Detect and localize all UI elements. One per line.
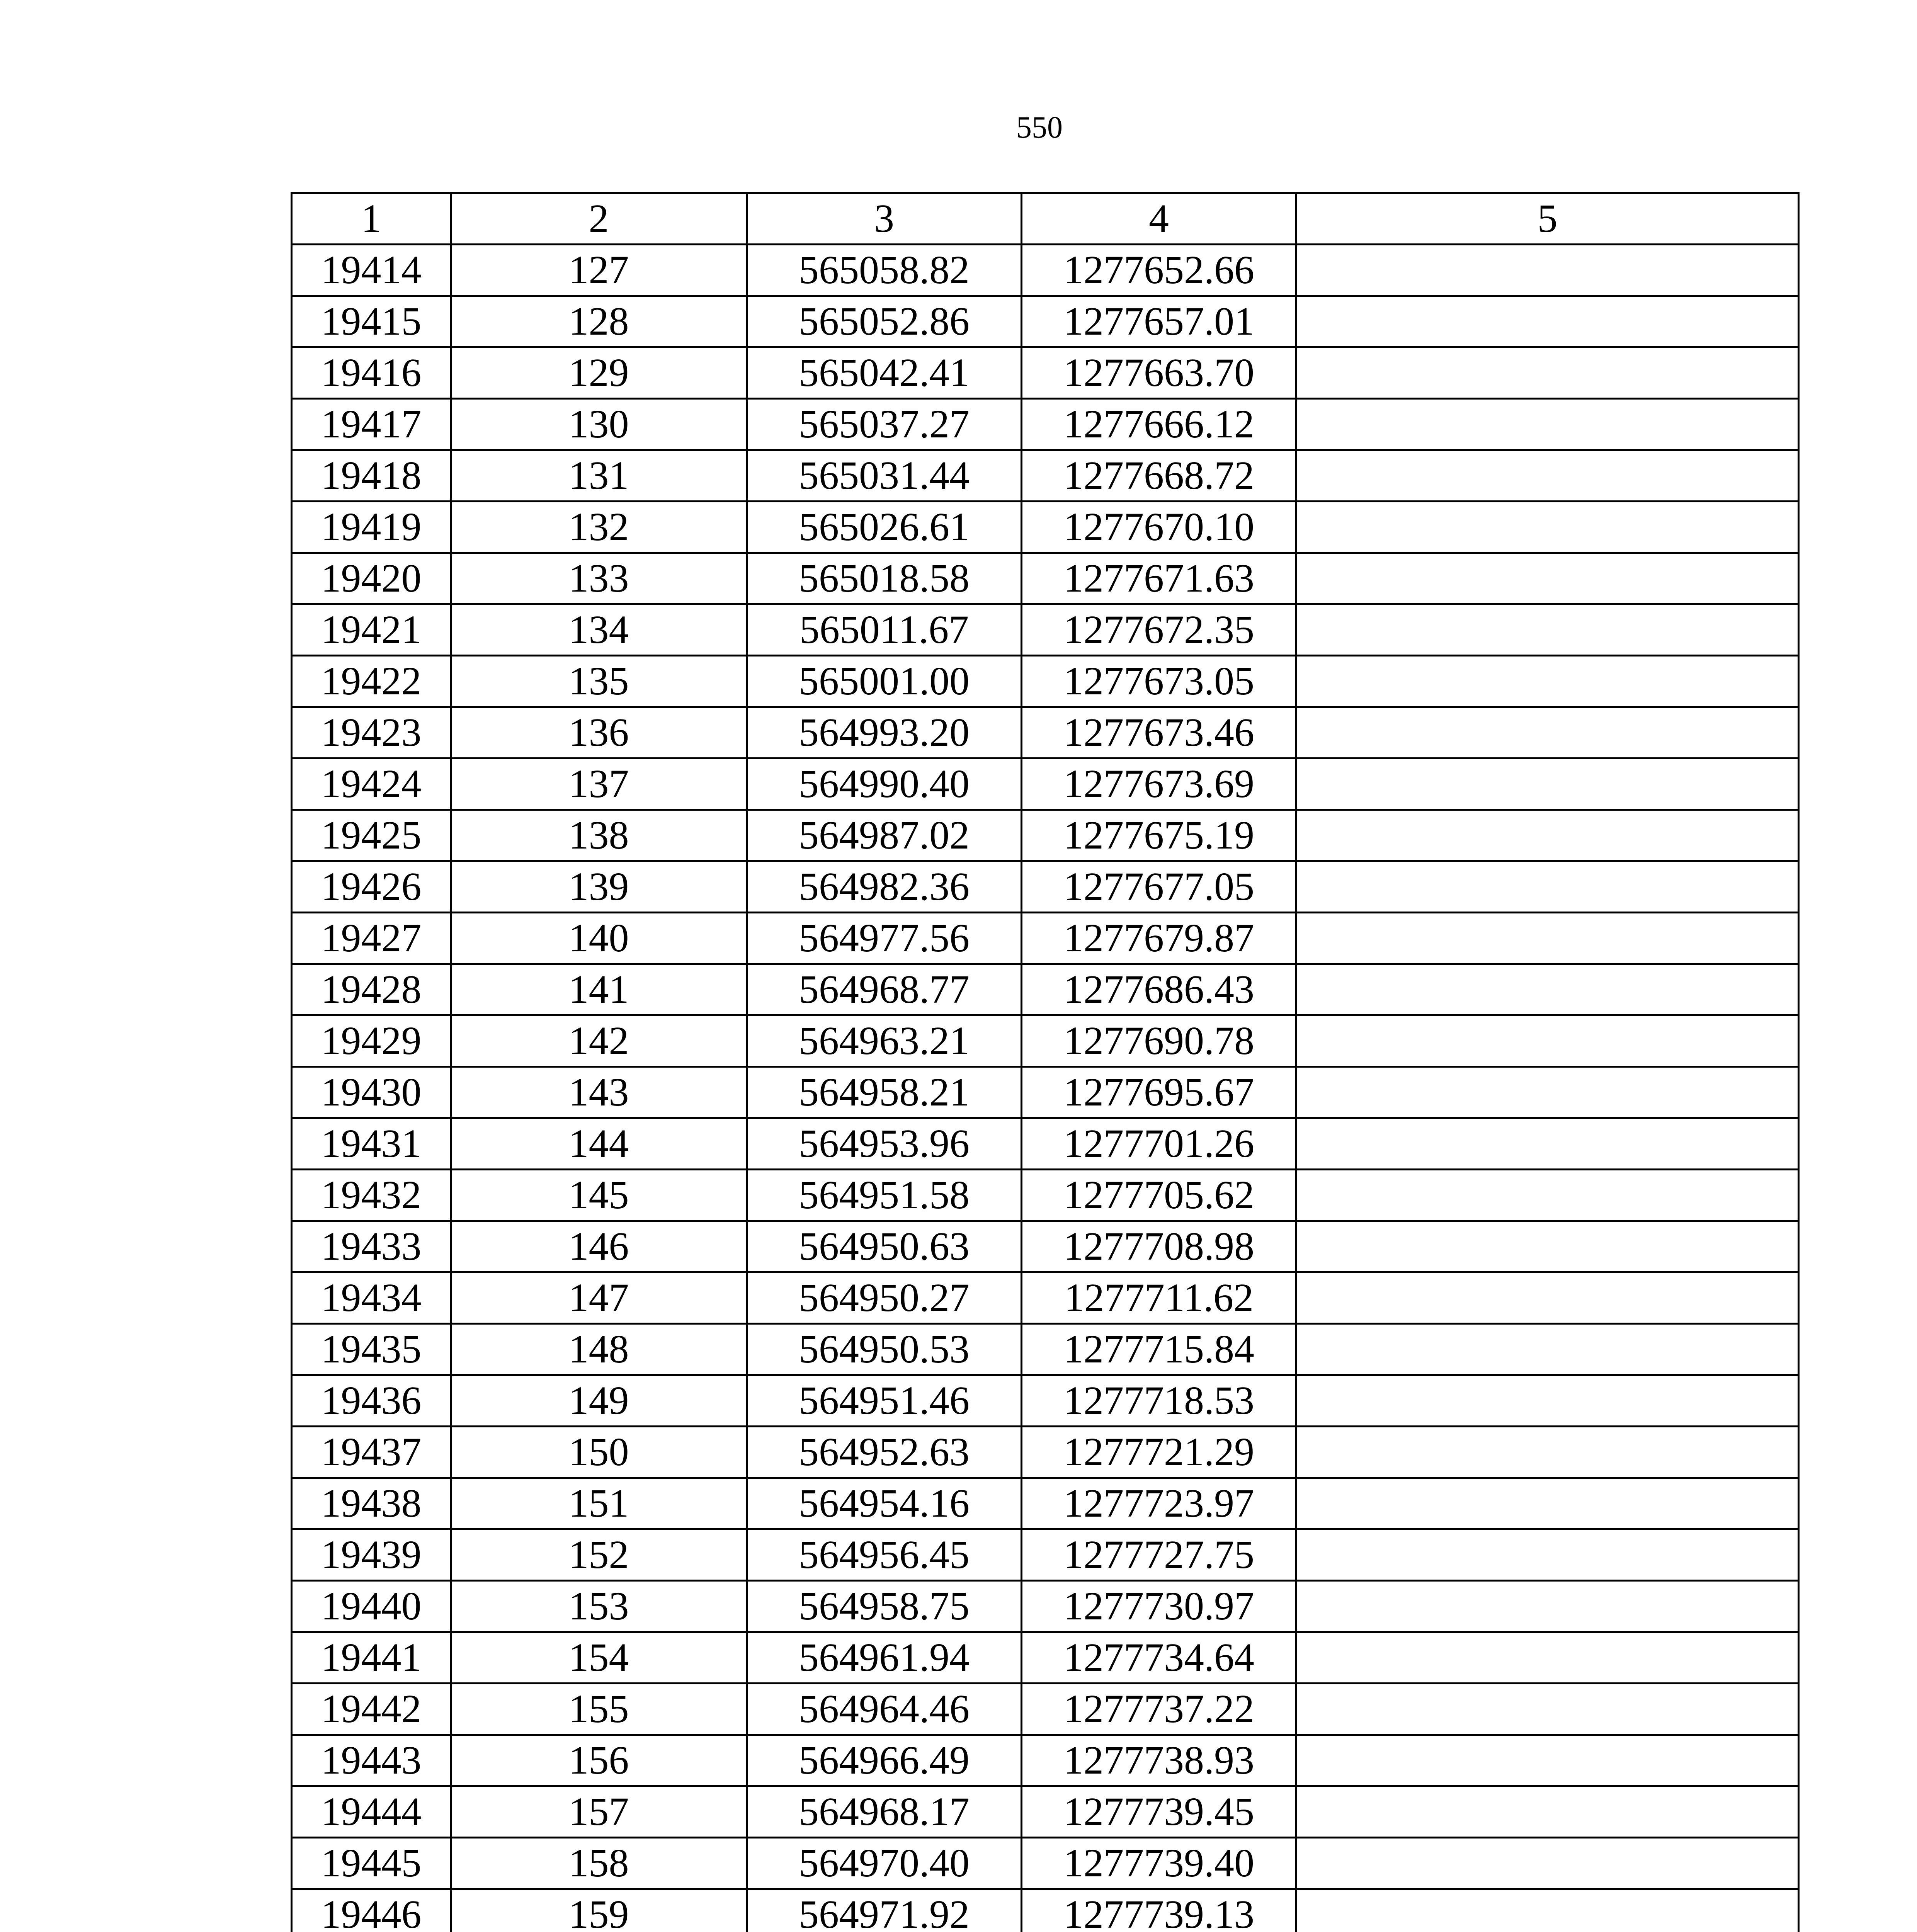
table-row — [292, 1272, 1799, 1324]
table-cell-col-1: 19445 — [292, 1838, 451, 1889]
table-cell-col-5 — [1296, 399, 1799, 450]
table-row — [292, 1889, 1799, 1932]
header-cell-2: 2 — [451, 193, 747, 245]
table-cell-col-4: 1277677.05 — [1022, 861, 1296, 913]
table-cell-col-2: 136 — [451, 707, 747, 759]
table-cell-col-3: 564966.49 — [747, 1735, 1022, 1786]
table-cell-col-5 — [1296, 913, 1799, 964]
table-cell-col-3: 564964.46 — [747, 1684, 1022, 1735]
table-cell-col-3: 564950.63 — [747, 1221, 1022, 1272]
table-cell-col-5 — [1296, 1375, 1799, 1427]
table-cell-col-3: 564987.02 — [747, 810, 1022, 861]
table-cell-col-4: 1277739.40 — [1022, 1838, 1296, 1889]
table-cell-col-3: 564958.21 — [747, 1067, 1022, 1118]
table-cell-col-5 — [1296, 245, 1799, 296]
table-row — [292, 707, 1799, 759]
table-cell-col-1: 19422 — [292, 656, 451, 707]
table-cell-col-2: 158 — [451, 1838, 747, 1889]
table-cell-col-3: 565042.41 — [747, 347, 1022, 399]
table-cell-col-3: 564954.16 — [747, 1478, 1022, 1529]
table-row — [292, 810, 1799, 861]
table-cell-col-5 — [1296, 1889, 1799, 1932]
table-row — [292, 1170, 1799, 1221]
table-cell-col-5 — [1296, 1478, 1799, 1529]
table-row — [292, 1324, 1799, 1375]
table-cell-col-1: 19425 — [292, 810, 451, 861]
table-cell-col-2: 127 — [451, 245, 747, 296]
table-cell-col-4: 1277730.97 — [1022, 1581, 1296, 1632]
table-row — [292, 1478, 1799, 1529]
table-cell-col-1: 19440 — [292, 1581, 451, 1632]
table-cell-col-1: 19427 — [292, 913, 451, 964]
table-cell-col-4: 1277657.01 — [1022, 296, 1296, 347]
table-cell-col-2: 132 — [451, 502, 747, 553]
table-cell-col-3: 564958.75 — [747, 1581, 1022, 1632]
table-cell-col-4: 1277686.43 — [1022, 964, 1296, 1015]
table-cell-col-3: 564963.21 — [747, 1015, 1022, 1067]
table-cell-col-4: 1277739.45 — [1022, 1786, 1296, 1838]
table-row — [292, 296, 1799, 347]
table-cell-col-5 — [1296, 502, 1799, 553]
header-row — [292, 193, 1799, 245]
table-cell-col-1: 19429 — [292, 1015, 451, 1067]
table-cell-col-4: 1277672.35 — [1022, 604, 1296, 656]
table-cell-col-2: 150 — [451, 1427, 747, 1478]
table-cell-col-5 — [1296, 450, 1799, 502]
table-cell-col-5 — [1296, 347, 1799, 399]
table-header — [292, 193, 1799, 245]
table-cell-col-5 — [1296, 964, 1799, 1015]
table-cell-col-1: 19432 — [292, 1170, 451, 1221]
table-cell-col-3: 564993.20 — [747, 707, 1022, 759]
table-cell-col-4: 1277666.12 — [1022, 399, 1296, 450]
header-cell-3: 3 — [747, 193, 1022, 245]
table-row — [292, 1838, 1799, 1889]
table-cell-col-3: 564956.45 — [747, 1529, 1022, 1581]
table-cell-col-5 — [1296, 1015, 1799, 1067]
table-cell-col-4: 1277711.62 — [1022, 1272, 1296, 1324]
table-cell-col-1: 19437 — [292, 1427, 451, 1478]
table-row — [292, 759, 1799, 810]
table-cell-col-4: 1277708.98 — [1022, 1221, 1296, 1272]
table-cell-col-1: 19431 — [292, 1118, 451, 1170]
table-row — [292, 1632, 1799, 1684]
table-cell-col-2: 141 — [451, 964, 747, 1015]
table-cell-col-3: 565058.82 — [747, 245, 1022, 296]
table-cell-col-3: 564970.40 — [747, 1838, 1022, 1889]
table-cell-col-5 — [1296, 1221, 1799, 1272]
table-row — [292, 553, 1799, 604]
table-cell-col-3: 565031.44 — [747, 450, 1022, 502]
table-cell-col-2: 148 — [451, 1324, 747, 1375]
table-cell-col-1: 19442 — [292, 1684, 451, 1735]
table-cell-col-5 — [1296, 296, 1799, 347]
table-cell-col-3: 565052.86 — [747, 296, 1022, 347]
table-cell-col-3: 565001.00 — [747, 656, 1022, 707]
table-cell-col-1: 19433 — [292, 1221, 451, 1272]
table-cell-col-3: 564950.27 — [747, 1272, 1022, 1324]
table-cell-col-4: 1277670.10 — [1022, 502, 1296, 553]
table-cell-col-5 — [1296, 707, 1799, 759]
table-cell-col-5 — [1296, 1684, 1799, 1735]
table-cell-col-1: 19434 — [292, 1272, 451, 1324]
table-row — [292, 604, 1799, 656]
table-cell-col-4: 1277727.75 — [1022, 1529, 1296, 1581]
table-cell-col-2: 139 — [451, 861, 747, 913]
page-number: 550 — [1016, 111, 1063, 145]
table-cell-col-2: 144 — [451, 1118, 747, 1170]
table-cell-col-4: 1277721.29 — [1022, 1427, 1296, 1478]
table-cell-col-3: 565026.61 — [747, 502, 1022, 553]
table-cell-col-5 — [1296, 1786, 1799, 1838]
table-cell-col-3: 564951.46 — [747, 1375, 1022, 1427]
table-cell-col-2: 152 — [451, 1529, 747, 1581]
table-cell-col-1: 19419 — [292, 502, 451, 553]
table-cell-col-2: 149 — [451, 1375, 747, 1427]
table-cell-col-2: 153 — [451, 1581, 747, 1632]
table-cell-col-4: 1277690.78 — [1022, 1015, 1296, 1067]
table-cell-col-5 — [1296, 1735, 1799, 1786]
table-cell-col-5 — [1296, 861, 1799, 913]
table-cell-col-3: 564971.92 — [747, 1889, 1022, 1932]
table-row — [292, 450, 1799, 502]
table-cell-col-2: 131 — [451, 450, 747, 502]
table-cell-col-4: 1277673.05 — [1022, 656, 1296, 707]
table-cell-col-5 — [1296, 553, 1799, 604]
table-cell-col-1: 19426 — [292, 861, 451, 913]
table-cell-col-1: 19441 — [292, 1632, 451, 1684]
table-cell-col-5 — [1296, 1067, 1799, 1118]
table-row — [292, 1786, 1799, 1838]
table-cell-col-3: 564953.96 — [747, 1118, 1022, 1170]
table-row — [292, 861, 1799, 913]
table-cell-col-4: 1277668.72 — [1022, 450, 1296, 502]
table-cell-col-1: 19435 — [292, 1324, 451, 1375]
table-cell-col-4: 1277718.53 — [1022, 1375, 1296, 1427]
table-cell-col-5 — [1296, 1118, 1799, 1170]
table-cell-col-5 — [1296, 1632, 1799, 1684]
table-row — [292, 913, 1799, 964]
table-cell-col-4: 1277734.64 — [1022, 1632, 1296, 1684]
table-cell-col-1: 19439 — [292, 1529, 451, 1581]
table-cell-col-3: 564950.53 — [747, 1324, 1022, 1375]
table-cell-col-5 — [1296, 656, 1799, 707]
table-cell-col-1: 19430 — [292, 1067, 451, 1118]
table-cell-col-2: 138 — [451, 810, 747, 861]
table-cell-col-1: 19438 — [292, 1478, 451, 1529]
table-row — [292, 1684, 1799, 1735]
header-cell-1: 1 — [292, 193, 451, 245]
table-cell-col-5 — [1296, 604, 1799, 656]
table-cell-col-5 — [1296, 759, 1799, 810]
table-cell-col-1: 19418 — [292, 450, 451, 502]
table-cell-col-1: 19424 — [292, 759, 451, 810]
table-cell-col-2: 147 — [451, 1272, 747, 1324]
table-cell-col-4: 1277723.97 — [1022, 1478, 1296, 1529]
table-row — [292, 1735, 1799, 1786]
table-row — [292, 347, 1799, 399]
table-cell-col-5 — [1296, 1427, 1799, 1478]
table-cell-col-4: 1277673.69 — [1022, 759, 1296, 810]
table-cell-col-3: 564977.56 — [747, 913, 1022, 964]
table-cell-col-4: 1277695.67 — [1022, 1067, 1296, 1118]
table-cell-col-1: 19416 — [292, 347, 451, 399]
table-cell-col-3: 565011.67 — [747, 604, 1022, 656]
table-cell-col-2: 133 — [451, 553, 747, 604]
table-cell-col-2: 155 — [451, 1684, 747, 1735]
table-cell-col-4: 1277715.84 — [1022, 1324, 1296, 1375]
table-cell-col-1: 19423 — [292, 707, 451, 759]
table-row — [292, 1529, 1799, 1581]
table-cell-col-2: 129 — [451, 347, 747, 399]
table-cell-col-5 — [1296, 1581, 1799, 1632]
table-cell-col-1: 19421 — [292, 604, 451, 656]
table-row — [292, 1221, 1799, 1272]
table-cell-col-1: 19414 — [292, 245, 451, 296]
table-cell-col-2: 137 — [451, 759, 747, 810]
table-row — [292, 1067, 1799, 1118]
table-row — [292, 245, 1799, 296]
table-row — [292, 1427, 1799, 1478]
coordinates-table — [291, 192, 1800, 1932]
table-cell-col-3: 564968.77 — [747, 964, 1022, 1015]
table-cell-col-2: 143 — [451, 1067, 747, 1118]
table-cell-col-4: 1277671.63 — [1022, 553, 1296, 604]
table-cell-col-2: 159 — [451, 1889, 747, 1932]
table-cell-col-3: 564951.58 — [747, 1170, 1022, 1221]
table-cell-col-2: 145 — [451, 1170, 747, 1221]
table-cell-col-4: 1277701.26 — [1022, 1118, 1296, 1170]
table-cell-col-3: 564968.17 — [747, 1786, 1022, 1838]
table-cell-col-4: 1277738.93 — [1022, 1735, 1296, 1786]
table-cell-col-5 — [1296, 810, 1799, 861]
table-cell-col-2: 151 — [451, 1478, 747, 1529]
table-cell-col-3: 564990.40 — [747, 759, 1022, 810]
table-cell-col-5 — [1296, 1838, 1799, 1889]
table-cell-col-5 — [1296, 1170, 1799, 1221]
table-cell-col-5 — [1296, 1529, 1799, 1581]
table-cell-col-2: 142 — [451, 1015, 747, 1067]
table-cell-col-2: 146 — [451, 1221, 747, 1272]
table-cell-col-1: 19428 — [292, 964, 451, 1015]
table-row — [292, 964, 1799, 1015]
table-cell-col-1: 19417 — [292, 399, 451, 450]
table-cell-col-1: 19420 — [292, 553, 451, 604]
table-cell-col-3: 564982.36 — [747, 861, 1022, 913]
table-cell-col-2: 135 — [451, 656, 747, 707]
table-cell-col-2: 128 — [451, 296, 747, 347]
table-cell-col-3: 564952.63 — [747, 1427, 1022, 1478]
header-cell-4: 4 — [1022, 193, 1296, 245]
table-row — [292, 1581, 1799, 1632]
table-row — [292, 1015, 1799, 1067]
table-cell-col-4: 1277673.46 — [1022, 707, 1296, 759]
table-cell-col-4: 1277663.70 — [1022, 347, 1296, 399]
table-row — [292, 1118, 1799, 1170]
table-cell-col-2: 134 — [451, 604, 747, 656]
table-body — [292, 245, 1799, 1932]
table-cell-col-4: 1277679.87 — [1022, 913, 1296, 964]
table-cell-col-4: 1277705.62 — [1022, 1170, 1296, 1221]
table-cell-col-4: 1277737.22 — [1022, 1684, 1296, 1735]
table-cell-col-4: 1277652.66 — [1022, 245, 1296, 296]
table-cell-col-2: 154 — [451, 1632, 747, 1684]
table-cell-col-3: 565018.58 — [747, 553, 1022, 604]
table-row — [292, 1375, 1799, 1427]
table-cell-col-2: 157 — [451, 1786, 747, 1838]
table-cell-col-1: 19444 — [292, 1786, 451, 1838]
header-cell-5: 5 — [1296, 193, 1799, 245]
table-cell-col-1: 19446 — [292, 1889, 451, 1932]
table-cell-col-5 — [1296, 1272, 1799, 1324]
table-cell-col-2: 140 — [451, 913, 747, 964]
table-cell-col-2: 156 — [451, 1735, 747, 1786]
table-cell-col-1: 19443 — [292, 1735, 451, 1786]
table-row — [292, 656, 1799, 707]
table-cell-col-1: 19415 — [292, 296, 451, 347]
table-cell-col-2: 130 — [451, 399, 747, 450]
table-cell-col-5 — [1296, 1324, 1799, 1375]
table-cell-col-1: 19436 — [292, 1375, 451, 1427]
table-cell-col-3: 565037.27 — [747, 399, 1022, 450]
table-row — [292, 502, 1799, 553]
table-cell-col-4: 1277675.19 — [1022, 810, 1296, 861]
table-row — [292, 399, 1799, 450]
table-cell-col-3: 564961.94 — [747, 1632, 1022, 1684]
table-cell-col-4: 1277739.13 — [1022, 1889, 1296, 1932]
